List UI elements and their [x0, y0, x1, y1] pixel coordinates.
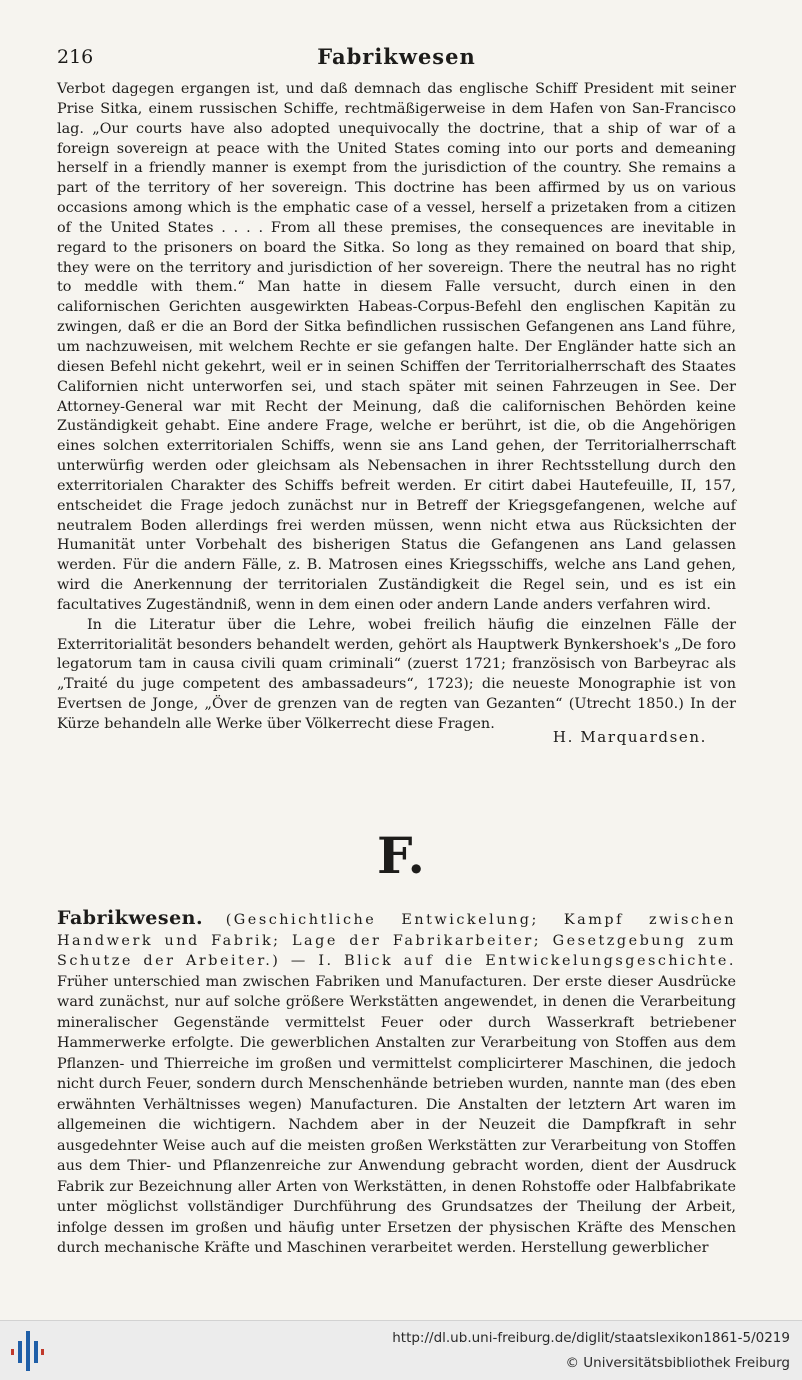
copyright-notice: © Universitätsbibliothek Freiburg	[565, 1355, 790, 1371]
article-subtitle: (Geschichtliche Entwickelung; Kampf zwischen Handwerk und Fabrik; Lage der Fabrikarbeiter; Gesetzgebung zum Schutze der Arbeiter.) — I. Blick auf die Entwickelungsgeschichte.	[57, 912, 736, 969]
ub-freiburg-logo-icon[interactable]	[10, 1329, 46, 1373]
viewer-footer	[0, 1320, 802, 1380]
paragraph: In die Literatur über die Lehre, wobei freilich häufig die einzelnen Fälle der Exterritorialität besonders behandelt werden, gehört als Hauptwerk Bynkershoek's „De foro legatorum tam in causa civili quam criminali“ (zuerst 1721; französisch von Barbeyrac als „Traité du juge competent des ambassadeurs“, 1723); die neueste Monographie ist von Evertsen de Jonge, „Över de grenzen van de regten van Gezanten“ (Utrecht 1850.) In der Kürze behandeln alle Werke über Völkerrecht diese Fragen.	[57, 616, 736, 732]
source-url-link[interactable]: http://dl.ub.uni-freiburg.de/diglit/staatslexikon1861-5/0219	[392, 1330, 790, 1346]
article-headword: Fabrikwesen.	[57, 907, 204, 929]
new-article	[57, 908, 736, 1259]
paragraph: Verbot dagegen ergangen ist, und daß demnach das englische Schiff President mit seiner Prise Sitka, einem russischen Schiffe, rechtmäßigerweise in dem Hafen von San-Francisco lag. „Our courts have also adopted unequivocally the doctrine, that a ship of war of a foreign sovereign at peace with the United States coming into our ports and demeaning herself in a friendly manner is exempt from the jurisdiction of the country. She remains a part of the territory of her sovereign. This doctrine has been affirmed by us on various occasions among which is the emphatic case of a vessel, herself a prizetaken from a citizen of the United States . . . . From all these premises, the consequences are inevitable in regard to the prisoners on board the Sitka. So long as they remained on board that ship, they were on the territory and jurisdiction of her sovereign. There the neutral has no right to meddle with them.“ Man hatte in diesem Falle versucht, durch einen in den californischen Gerichten ausgewirkten Habeas-Corpus-Befehl den englischen Kapitän zu zwingen, daß er die an Bord der Sitka befindlichen russischen Gefangenen ans Land führe, um nachzuweisen, mit welchem Rechte er sie gefangen halte. Der Engländer hatte sich an diesen Befehl nicht gekehrt, weil er in seinen Schiffen der Territorialherrschaft des Staates Californien nicht unterworfen sei, und stach später mit seinen Fahrzeugen in See. Der Attorney-General war mit Recht der Meinung, daß die californischen Behörden keine Zuständigkeit gehabt. Eine andere Frage, welche er berührt, ist die, ob die Angehörigen eines solchen exterritorialen Schiffs, wenn sie ans Land gehen, der Territorialherrschaft unterwürfig werden oder gleichsam als Nebensachen in ihrer Rechtsstellung durch den exterritorialen Charakter des Schiffs befreit werden. Er citirt dabei Hautefeuille, II, 157, entscheidet die Frage jedoch zunächst nur in Betreff der Kriegsgefangenen, welche auf neutralem Boden allerdings frei werden müssen, wenn nicht etwa aus Rücksichten der Humanität unter Vorbehalt des bisherigen Status die Gefangenen ans Land gelassen werden. Für die andern Fälle, z. B. Matrosen eines Kriegsschiffs, welche ans Land gehen, wird die Anerkennung der territorialen Zuständigkeit die Regel sein, und es ist ein facultatives Zugeständniß, wenn in dem einen oder andern Lande anders verfahren wird.	[57, 81, 736, 613]
previous-article-end	[57, 80, 736, 735]
section-letter: F.	[377, 826, 425, 885]
author-signature: H. Marquardsen.	[552, 728, 707, 746]
article-body: Früher unterschied man zwischen Fabriken und Manufacturen. Der erste dieser Ausdrücke ward zunächst, nur auf solche größere Werkstätten angewendet, in denen die Verarbeitung mineralischer Gegenstände vermittelst Feuer oder durch Wasserkraft betriebener Hammerwerke erfolgte. Die gewerblichen Anstalten zur Verarbeitung von Stoffen aus dem Pflanzen- und Thierreiche im großen und vermittelst complicirterer Maschinen, die jedoch nicht durch Feuer, sondern durch Menschenhände betrieben wurden, nannte man (des eben erwähnten Verhältnisses wegen) Manufacturen. Die Anstalten der letztern Art waren im allgemeinen die wichtigern. Nachdem aber in der Neuzeit die Dampfkraft in sehr ausgedehnter Weise auch auf die meisten großen Werkstätten zur Verarbeitung von Stoffen aus dem Thier- und Pflanzenreiche zur Anwendung gebracht worden, dient der Ausdruck Fabrik zur Bezeichnung aller Arten von Werkstätten, in denen Rohstoffe oder Halbfabrikate unter möglichst vollständiger Durchführung des Grundsatzes der Theilung der Arbeit, infolge dessen im großen und häufig unter Ersetzen der physischen Kräfte des Menschen durch mechanische Kräfte und Maschinen verarbeitet werden. Herstellung gewerblicher	[57, 973, 736, 1256]
page-header	[57, 46, 736, 76]
page-number: 216	[57, 46, 94, 68]
running-head: Fabrikwesen	[317, 44, 476, 69]
